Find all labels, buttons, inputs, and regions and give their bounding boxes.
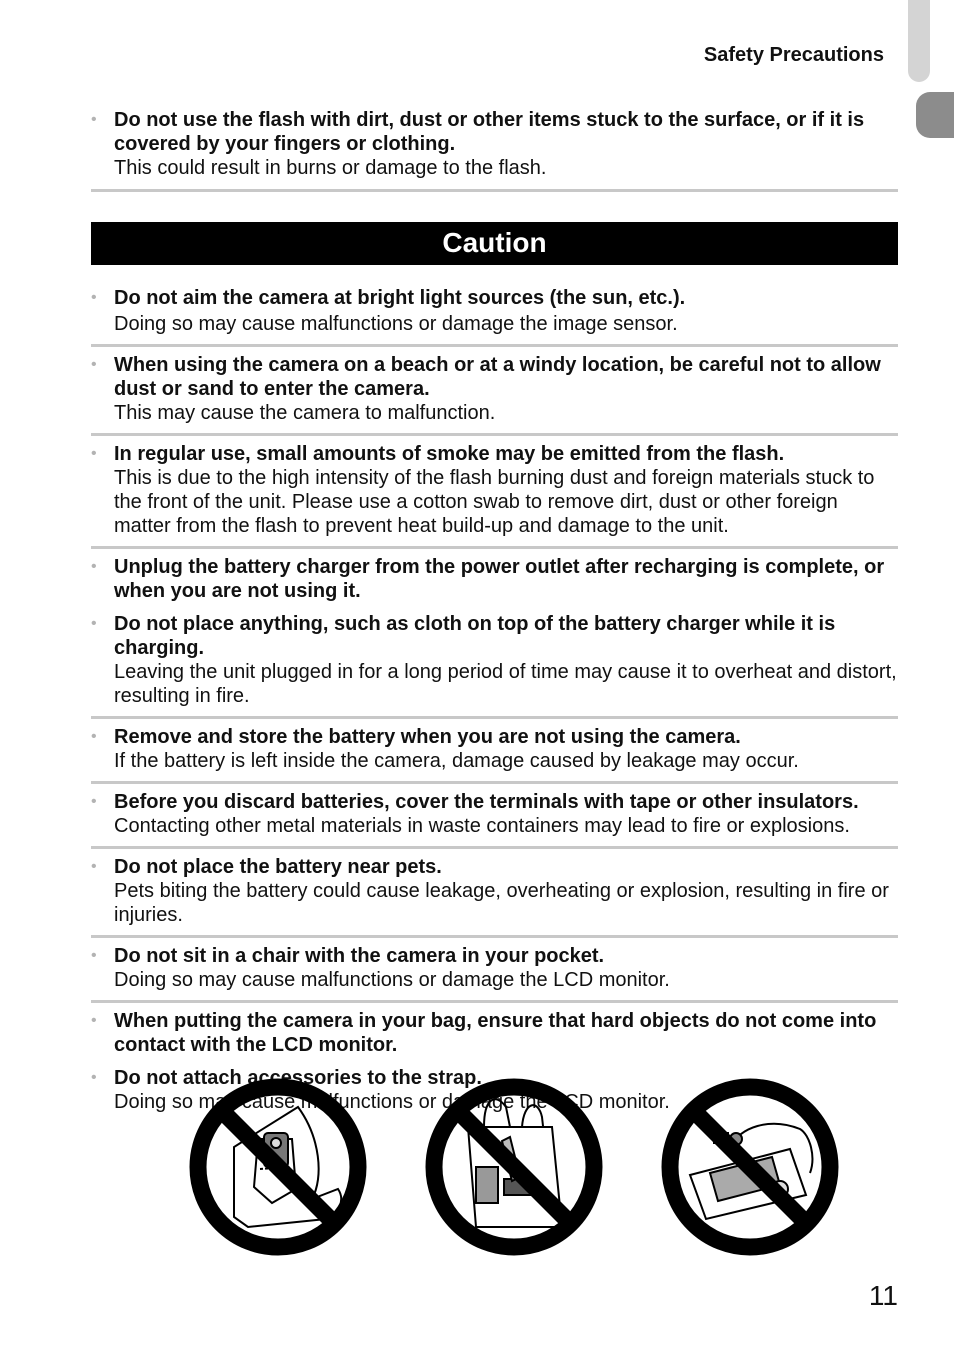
caution-item	[91, 353, 898, 425]
item-heading: Remove and store the battery when you are not using the camera.	[114, 726, 741, 748]
bullet-icon: •	[91, 793, 97, 810]
separator	[91, 935, 898, 938]
caution-item	[91, 555, 898, 603]
item-heading: When putting the camera in your bag, ensure that hard objects do not come into contact with the LCD monitor.	[114, 1010, 877, 1056]
item-heading: When using the camera on a beach or at a windy location, be careful not to allow dust or sand to enter the camera.	[114, 354, 881, 400]
item-text: Leaving the unit plugged in for a long period of time may cause it to overheat and distort, resulting in fire.	[114, 661, 897, 707]
item-heading: Before you discard batteries, cover the terminals with tape or other insulators.	[114, 791, 859, 813]
caution-heading: Caution	[91, 222, 898, 265]
separator	[91, 433, 898, 436]
bullet-icon: •	[91, 1069, 97, 1086]
caution-item	[91, 944, 898, 992]
caution-item	[91, 442, 898, 538]
page-content	[91, 108, 898, 1114]
item-text: Pets biting the battery could cause leakage, overheating or explosion, resulting in fire or injuries.	[114, 880, 889, 926]
item-text: If the battery is left inside the camera, damage caused by leakage may occur.	[114, 750, 799, 772]
item-heading: Unplug the battery charger from the power outlet after recharging is complete, or when you are not using it.	[114, 556, 885, 602]
prohibited-bag-hard-objects-icon	[424, 1077, 604, 1257]
item-text: Doing so may cause malfunctions or damage the image sensor.	[114, 313, 678, 335]
section-title: Safety Precautions	[703, 44, 884, 66]
item-text: This may cause the camera to malfunction.	[114, 402, 496, 424]
bullet-icon: •	[91, 445, 97, 462]
item-heading: Do not attach accessories to the strap.	[114, 1067, 482, 1089]
separator	[91, 846, 898, 849]
bullet-icon: •	[91, 356, 97, 373]
chapter-tab-light	[908, 0, 930, 82]
item-text: Doing so may cause malfunctions or damage the LCD monitor.	[114, 969, 670, 991]
caution-item	[91, 790, 898, 838]
bullet-icon: •	[91, 558, 97, 575]
separator	[91, 546, 898, 549]
prohibited-pocket-sit-icon	[188, 1077, 368, 1257]
item-heading: Do not sit in a chair with the camera in your pocket.	[114, 945, 605, 967]
item-heading: In regular use, small amounts of smoke may be emitted from the flash.	[114, 443, 785, 465]
caution-item	[91, 855, 898, 927]
item-text: Doing so may cause malfunctions or damage the LCD monitor.	[114, 1091, 670, 1113]
item-heading: Do not place the battery near pets.	[114, 856, 442, 878]
caution-item	[91, 725, 898, 773]
item-heading: Do not aim the camera at bright light sources (the sun, etc.).	[114, 287, 686, 309]
chapter-tab-dark	[916, 92, 954, 138]
bullet-icon: •	[91, 947, 97, 964]
item-text: This could result in burns or damage to the flash.	[114, 157, 547, 179]
separator	[91, 344, 898, 347]
separator	[91, 189, 898, 192]
caution-item	[91, 1009, 898, 1057]
separator	[91, 1000, 898, 1003]
caution-item	[91, 286, 898, 336]
page-number: 11	[868, 1280, 898, 1311]
item-text: Contacting other metal materials in waste containers may lead to fire or explosions.	[114, 815, 850, 837]
caution-item	[91, 612, 898, 708]
separator	[91, 781, 898, 784]
prohibited-strap-accessories-icon	[660, 1077, 840, 1257]
item-heading: Do not use the flash with dirt, dust or other items stuck to the surface, or if it is covered by your fingers or clothing.	[114, 109, 865, 155]
bullet-icon: •	[91, 728, 97, 745]
bullet-icon: •	[91, 111, 97, 128]
bullet-icon: •	[91, 615, 97, 632]
bullet-icon: •	[91, 1012, 97, 1029]
item-heading: Do not place anything, such as cloth on top of the battery charger while it is charging.	[114, 613, 836, 659]
warning-item-flash	[91, 108, 898, 180]
separator	[91, 716, 898, 719]
item-text: This is due to the high intensity of the flash burning dust and foreign materials stuck to the front of the unit. Please use a cotton swab to remove dirt, dust or other foreign matter from the flash to prevent heat build-up and damage to the unit.	[114, 467, 875, 537]
bullet-icon: •	[91, 858, 97, 875]
bullet-icon: •	[91, 289, 97, 306]
